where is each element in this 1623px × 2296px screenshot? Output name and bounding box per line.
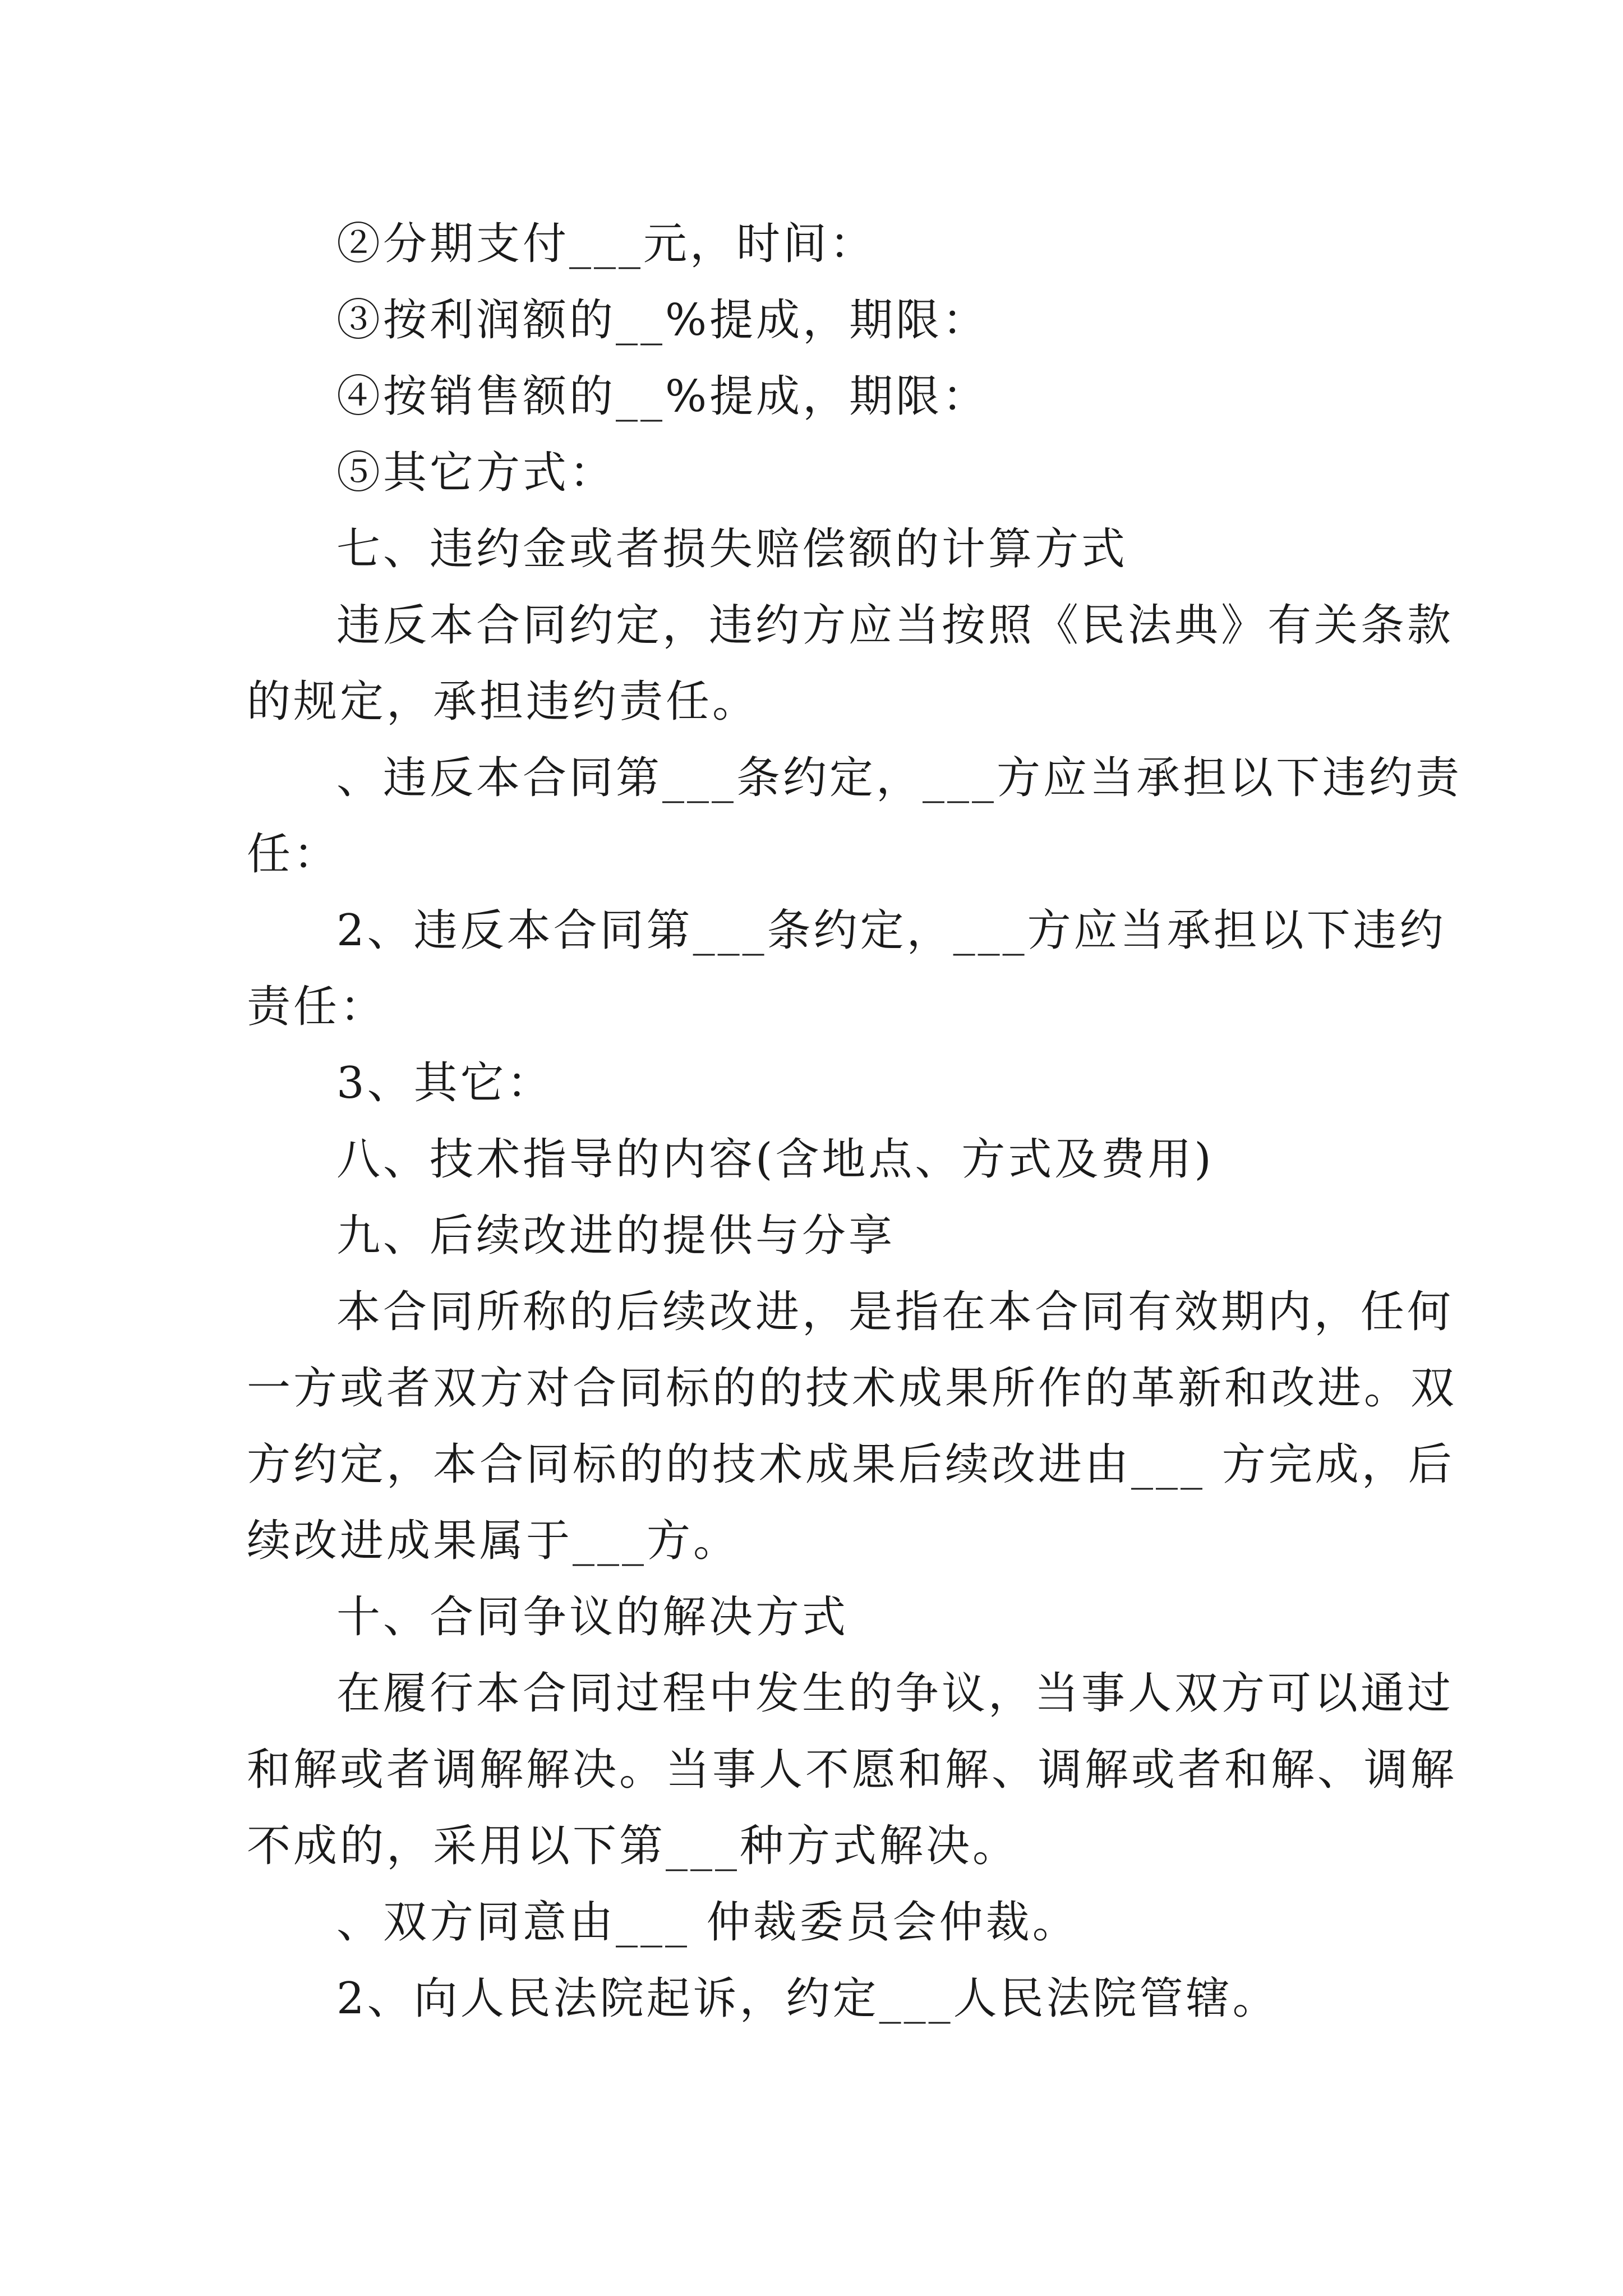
payment-other-line: ⑤其它方式： [336, 448, 616, 498]
paragraph-line: 2、违反本合同第___条约定，___方应当承担以下违约 [336, 905, 1446, 956]
paragraph-line: 2、向人民法院起诉，约定___人民法院管辖。 [336, 1973, 1279, 2024]
paragraph-line: 责任： [247, 982, 387, 1032]
section-heading-10: 十、合同争议的解决方式 [336, 1592, 849, 1642]
payment-sales-share-line: ④按销售额的__%提成，期限： [336, 371, 989, 422]
payment-installment-line: ②分期支付___元，时间： [336, 219, 877, 269]
paragraph-line: 的规定，承担违约责任。 [247, 677, 759, 727]
paragraph-line: 、双方同意由___ 仲裁委员会仲裁。 [336, 1897, 1079, 1948]
paragraph-line: 和解或者调解解决。当事人不愿和解、调解或者和解、调解 [247, 1745, 1458, 1795]
paragraph-line: 本合同所称的后续改进，是指在本合同有效期内，任何 [336, 1287, 1454, 1337]
section-heading-7: 七、违约金或者损失赔偿额的计算方式 [336, 524, 1128, 574]
paragraph-line: 违反本合同约定，违约方应当按照《民法典》有关条款 [336, 600, 1454, 651]
paragraph-line: 一方或者双方对合同标的的技术成果所作的革新和改进。双 [247, 1363, 1458, 1414]
paragraph-line: 不成的，采用以下第___种方式解决。 [247, 1821, 1020, 1871]
paragraph-line: 在履行本合同过程中发生的争议，当事人双方可以通过 [336, 1668, 1454, 1719]
payment-profit-share-line: ③按利润额的__%提成，期限： [336, 295, 989, 346]
section-heading-8: 八、技术指导的内容(含地点、方式及费用) [336, 1134, 1214, 1185]
paragraph-line: 续改进成果属于___方。 [247, 1516, 740, 1566]
section-heading-9: 九、后续改进的提供与分享 [336, 1211, 896, 1261]
paragraph-line: 3、其它： [336, 1058, 554, 1108]
paragraph-line: 方约定，本合同标的的技术成果后续改进由___ 方完成，后 [247, 1439, 1455, 1490]
paragraph-line: 、违反本合同第___条约定，___方应当承担以下违约责 [336, 753, 1463, 803]
paragraph-line: 任： [247, 829, 340, 880]
